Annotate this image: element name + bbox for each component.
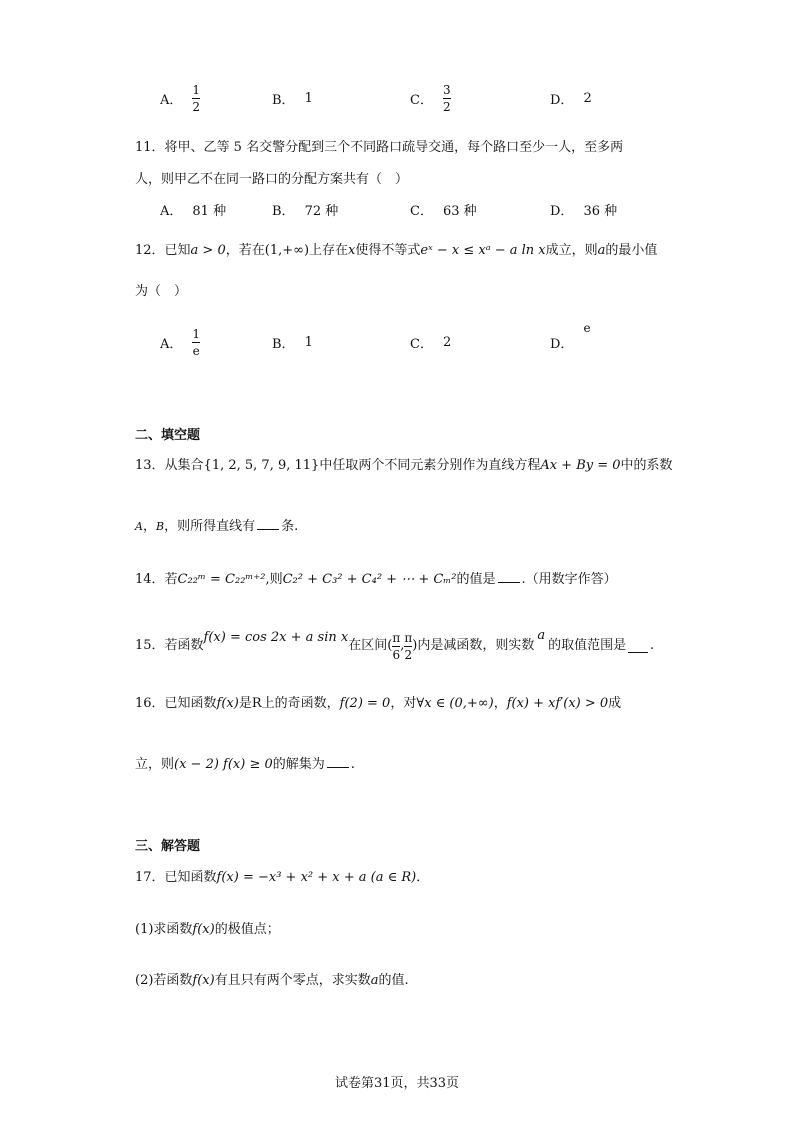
math-var: a [597,243,606,258]
math-paren: ( [387,637,393,653]
numerator: 3 [442,82,451,97]
q11-stem-line1: 11．将甲、乙等 5 名交警分配到三个不同路口疏导交通，每个路口至少一人，至多两 [135,140,624,155]
text: 的值是 [456,572,496,587]
text: 的最小值 [605,243,658,258]
text: .（用数字作答） [521,572,617,587]
option-text: 2 [442,334,452,350]
q10-option-b [272,78,313,118]
q12-options [160,323,654,361]
text: . [649,637,654,653]
option-text: 36 种 [583,203,618,219]
text: 上存在 [309,243,349,258]
q10-options [160,78,654,118]
option-letter: A． [160,336,183,352]
math-set: R [251,696,262,711]
q11-option-a [160,196,226,222]
fraction [192,84,200,113]
text: 的解集为 [272,757,325,772]
option-letter: A． [160,203,183,219]
option-text: 72 种 [304,203,339,219]
numerator: π [404,630,413,645]
q12-stem-line2: 为（ ） [135,284,188,299]
fraction [192,328,200,357]
numerator: π [392,630,401,645]
fraction [404,632,412,661]
option-text: 1 [304,334,313,350]
section-3-heading: 三、解答题 [135,839,201,854]
q17-stem [135,870,654,886]
option-letter: C． [410,203,433,219]
denominator: 2 [192,99,201,114]
option-letter: A． [160,92,183,108]
q13-stem-line1 [135,458,673,474]
text: 中任取两个不同元素分别作为直线方程 [319,458,541,473]
option-text: 2 [583,90,592,106]
text: 在区间 [348,637,388,653]
text: 的值. [378,973,409,988]
text: ， [142,519,156,534]
q13-stem-line2 [135,517,654,535]
q12-option-d [550,323,591,361]
text: 条. [281,519,299,534]
math-equation: C₂₂ᵐ = C₂₂ᵐ⁺² [177,572,266,587]
text: 15．若函数 [135,637,204,653]
fraction-bar [443,98,451,99]
q17-subquestion-2 [135,973,654,989]
fraction-bar [404,646,412,647]
text: ， [493,696,507,711]
option-text: e [583,321,591,335]
math-equation: Ax + By = 0 [540,458,621,473]
math-function: f(x) = cos 2x + a sin x [203,629,349,645]
text: 的取值范围是 [548,637,627,653]
math-interval: (1,+∞) [264,243,310,258]
option-letter: C． [410,336,433,352]
answer-blank[interactable] [628,640,648,653]
q12-stem-line1 [135,243,658,259]
math-inequality: eˣ − x ≤ xᵃ − a ln x [420,243,546,258]
text: 上的奇函数， [261,696,340,711]
math-var: x [348,243,356,258]
text: 的极值点； [214,922,280,937]
text: 是 [238,696,252,711]
fraction-bar [392,646,400,647]
q11-option-b [272,196,338,222]
math-inequality: f(x) + xf′(x) > 0 [506,696,609,711]
math-quantifier: ∀x ∈ (0,+∞) [416,696,494,711]
q10-option-a [160,78,200,118]
math-equation: f(2) = 0 [339,696,391,711]
denominator: 2 [404,647,413,662]
denominator: 2 [442,99,451,114]
text: ,则 [265,572,283,587]
text: 成立，则 [545,243,598,258]
text: 成 [608,696,622,711]
option-text: 1 [304,90,313,106]
text: 中的系数 [620,458,673,473]
math-function: f(x) [192,922,215,937]
option-letter: D． [550,92,574,108]
text: 有且只有两个零点，求实数 [214,973,371,988]
option-letter: C． [410,92,433,108]
text: 16．已知函数 [135,696,217,711]
q16-stem-line1 [135,696,654,712]
text: 17．已知函数 [135,870,217,885]
math-var: a [370,973,379,988]
math-condition: a > 0 [190,243,226,258]
denominator: 6 [392,647,401,662]
q11-options [160,196,654,222]
text: 内是减函数，则实数 [417,637,535,653]
page-footer: 试卷第31页，共33页 [334,1076,460,1091]
q10-option-c [410,78,451,118]
q12-option-c [410,323,451,361]
math-function: f(x) [216,696,239,711]
text: ，对 [390,696,417,711]
q12-option-b [272,323,313,361]
q12-option-a [160,323,200,361]
denominator: e [192,343,200,358]
option-letter: B． [272,336,295,352]
text: 13．从集合 [135,458,204,473]
q11-option-c [410,196,477,222]
math-var: B [155,520,165,533]
math-function: f(x) = −x³ + x² + x + a (a ∈ R) [216,870,417,885]
fraction [443,84,451,113]
fraction-bar [192,98,200,99]
math-inequality: (x − 2) f(x) ≥ 0 [174,757,273,772]
answer-blank[interactable] [498,570,520,583]
option-letter: B． [272,203,295,219]
q17-subquestion-1 [135,922,654,938]
answer-blank[interactable] [327,755,349,768]
text: 12．已知 [135,243,191,258]
numerator: 1 [192,326,201,341]
q11-stem-line2: 人，则甲乙不在同一路口的分配方案共有（ ） [135,172,409,187]
math-function: f(x) [192,973,215,988]
fraction [392,632,400,661]
text: ，若在 [225,243,265,258]
text: 立，则 [135,757,175,772]
math-set: {1, 2, 5, 7, 9, 11} [203,458,320,473]
text: ． [416,870,430,885]
text: . [350,757,355,772]
text: , [400,637,405,653]
text: (1)求函数 [135,922,193,937]
q15-stem [135,628,654,664]
math-sum: C₂² + C₃² + C₄² + ⋯ + Cₘ² [282,572,457,587]
section-2-heading: 二、填空题 [135,428,201,443]
option-letter: B． [272,92,295,108]
math-var: a [537,627,546,643]
q10-option-d [550,78,592,118]
text: ，则所得直线有 [164,519,256,534]
math-var: A [135,520,143,533]
text: 使得不等式 [355,243,421,258]
option-text: 63 种 [442,203,477,219]
option-letter: D． [550,336,574,352]
option-letter: D． [550,203,574,219]
q14-stem [135,570,654,588]
q11-option-d [550,196,617,222]
fraction-bar [192,342,200,343]
numerator: 1 [192,82,201,97]
answer-blank[interactable] [257,517,279,530]
math-paren: ) [412,637,418,653]
text: 14．若 [135,572,178,587]
option-text: 81 种 [192,203,227,219]
text: (2)若函数 [135,973,193,988]
q16-stem-line2 [135,755,654,773]
